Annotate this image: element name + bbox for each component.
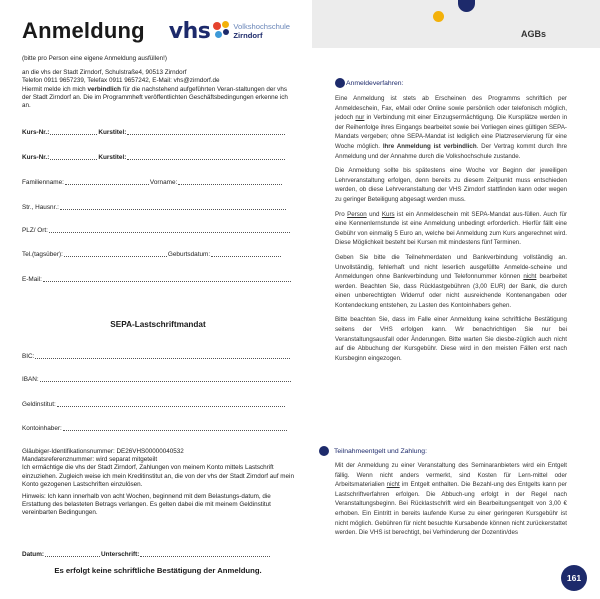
registration-form [22,14,294,110]
kurs-nr-label: Kurs-Nr.: [22,154,50,161]
datum-field[interactable] [45,550,100,557]
refund-hint: Hinweis: Ich kann innerhalb von acht Wochen, beginnend mit dem Belastungs-datum, die Erstattung des belasteten Betrags verlangen. Es gelten dabei die mit meinem Geldinstitut vereinbarten Bedingungen. [22,493,271,517]
email-label: E-Mail: [22,276,42,283]
vhs-logo-line1: Volkshochschule [233,22,290,31]
tel-field[interactable] [64,250,167,257]
kurs-nr-field[interactable] [50,128,97,135]
plz-field[interactable] [49,226,290,233]
gold-dot-icon [433,11,444,22]
kurs-nr-field[interactable] [50,153,97,160]
bic-row [22,352,291,360]
form-header [22,14,294,48]
familienname-label: Familienname: [22,179,64,186]
section-title-anmeldeverfahren: Anmeldeverfahren: [346,80,404,87]
vhs-logo-dots-icon [213,21,231,41]
kontoinhaber-field[interactable] [63,424,287,431]
agb-paragraph: Mit der Anmeldung zu einer Veranstaltung des Seminaranbieters wird ein Entgelt fällig. Wenn nicht anders vermerkt, sind Kosten für Lern-mittel oder Arbeitsmaterialien nicht im Entgelt enthalten. Die Bezahl-ung des Entgelts kann per Lastschriftverfahren erfolgen. Die Abbuch-ung erfolgt in der Regel nach Veranstaltungsbeginn. Bei Rücklastschrift wird ein Bearbeitungsentgelt von 3,00 € erhoben. Ein Eintritt in bereits laufende Kurse zu einer geringeren Kursgebühr ist nicht möglich. Gebühren für nicht besuchte Kursabende können nicht zurückerstattet werden. Die VHS ist berechtigt, bei Verhinderung der Dozentin/des [335,462,567,537]
form-intro: (bitte pro Person eine eigene Anmeldung ausfüllen!) [22,55,167,62]
form-title: Anmeldung [22,18,145,43]
name-row [22,178,283,186]
unterschrift-label: Unterschrift: [101,551,140,558]
kontoinhaber-label: Kontoinhaber: [22,425,62,432]
agb-section-2-text [335,461,567,543]
section-title-teilnahmeentgelt: Teilnahmeentgelt und Zahlung: [334,448,427,455]
geldinstitut-row [22,400,286,408]
kurstitel-field[interactable] [127,128,285,135]
geldinstitut-field[interactable] [57,400,285,407]
glaeubiger-id: Gläubiger-Identifikationsnummer: DE26VHS00000040532 [22,448,184,455]
unterschrift-field[interactable] [140,550,270,557]
agb-header [312,0,600,48]
agb-paragraph: Pro Person und Kurs ist ein Anmeldeschein mit SEPA-Mandat aus-füllen. Auch für eine Kennenlernstunde ist eine Anmeldung unbedingt erforderlich. Hierfür fällt eine Gebühr von einmalig 5 Euro an, welche bei Anmeldung zum Kurs angerechnet wird. Diese Möglichkeit besteht bei Kursen mit mindestens fünf Terminen. [335,210,567,247]
email-field[interactable] [43,275,291,282]
address-line-1: an die vhs der Stadt Zirndorf, Schulstraße4, 90513 Zirndorf [22,69,187,77]
signature-row [22,550,271,558]
tel-label: Tel.(tagsüber): [22,251,63,258]
phone-row [22,250,282,258]
geburtsdatum-field[interactable] [211,250,281,257]
email-row [22,275,292,283]
iban-label: IBAN: [22,376,39,383]
authorization-text: Ich ermächtige die vhs der Stadt Zirndorf, Zahlungen von meinem Konto mittels Lastschrift einzuziehen. Zugleich weise ich mein Kreditinstitut an, die von der vhs der Stadt Zirndorf auf mein Konto gezogenen Lastschriften einzulösen. [22,464,294,488]
agb-section-1-text [335,94,567,368]
geburtsdatum-label: Geburtsdatum: [167,251,211,258]
datum-label: Datum: [22,551,45,558]
street-row [22,203,287,211]
bic-field[interactable] [35,352,290,359]
mandate-ref: Mandatsreferenznummer: wird separat mitgeteilt [22,456,158,464]
vhs-logo [169,19,290,44]
vhs-logo-brand: vhs [168,18,211,44]
agb-paragraph: Geben Sie bitte die Teilnehmerdaten und Bankverbindung vollständig an. Unvollständig, fehlerhaft und nicht leserlich ausgefüllte Anmelde-scheine und Anmeldungen ohne Bankverbindung und Telefonnummer können nicht bearbeitet werden. Beachten Sie, dass Rücklastgebühren (3,00 EUR) der Bank, die durch einen unberechtigten Widerruf oder nicht ausreichende Kontenangaben oder Kontendeckung entstehen, zu Lasten des Kontoinhabers gehen. [335,253,567,309]
iban-row [22,375,292,383]
strasse-label: Str., Hausnr.: [22,204,59,211]
no-confirmation-note: Es erfolgt keine schriftliche Bestätigung der Anmeldung. [54,566,262,575]
address-line-2: Telefon 0911 9657239, Telefax 0911 9657242, E-Mail: vhs@zirndorf.de [22,77,220,85]
course-1-row [22,128,286,136]
vorname-field[interactable] [178,178,282,185]
kurstitel-label: Kurstitel: [98,129,127,136]
agb-paragraph: Eine Anmeldung ist stets ab Erscheinen des Programms schriftlich per Anmeldeschein, Fax, eMail oder Online sowie persönlich oder telefonisch möglich, jedoch nur in Verbindung mit einer Einzugsermächtigung. Die Kursplätze werden in der Reihenfolge ihres Eingangs bearbeitet sowie bei Vorliegen eines gültigen SEPA-Mandats vergeben; ohne SEPA-Mandat ist lediglich eine Platzreservierung für eine Woche möglich. Ihre Anmeldung ist verbindlich. Der Vertrag kommt durch Ihre Anmeldung und der Annahme durch die Volkshochschule zustande. [335,95,568,160]
plz-label: PLZ/ Ort: [22,227,48,234]
sepa-legal-text [22,448,294,518]
iban-field[interactable] [40,375,291,382]
agb-header-title: AGBs [520,29,546,39]
sepa-title: SEPA-Lastschriftmandat [110,320,206,329]
strasse-field[interactable] [60,203,286,210]
agb-paragraph: Bitte beachten Sie, dass im Falle einer Anmeldung keine schriftliche Bestätigung seitens der VHS erfolgen kann. Wir benachrichtigen Sie nur bei Veranstaltungsausfall oder Änderungen. Bitte warten Sie diesbe-züglich auch nicht auf die Abbuchung der Kursgebühr. Diese wird in den meisten Fällen erst nach Kursbeginn eingezogen. [335,316,567,362]
kurstitel-label: Kurstitel: [98,154,127,161]
vhs-logo-line2: Zirndorf [233,31,263,40]
section-bullet-icon [335,78,345,88]
kontoinhaber-row [22,424,288,432]
familienname-field[interactable] [65,178,149,185]
geldinstitut-label: Geldinstitut: [22,401,56,408]
agb-paragraph: Die Anmeldung sollte bis spätestens eine Woche vor Beginn der jeweiligen Lehrveranstaltung erfolgen, denn bereits zu diesem Zeitpunkt muss entschieden werden, ob diese Lehrveranstaltung der VHS Zirndorf stattfinden kann oder wegen zu geringer Beteiligung abgesagt werden muss. [335,167,567,203]
section-bullet-icon [319,446,329,456]
vorname-label: Vorname: [149,179,178,186]
course-2-row [22,153,286,161]
bic-label: BIC: [22,353,35,360]
city-row [22,226,291,234]
kurs-nr-label: Kurs-Nr.: [22,129,50,136]
kurstitel-field[interactable] [127,153,285,160]
registration-hint: Hiermit melde ich mich verbindlich für die nachstehend aufgeführten Veran-staltungen der vhs der Stadt Zirndorf an. Die im Programmheft veröffentlichten Geschäftsbedingungen erkenne ich an. [22,85,288,110]
page-number: 161 [561,565,587,591]
